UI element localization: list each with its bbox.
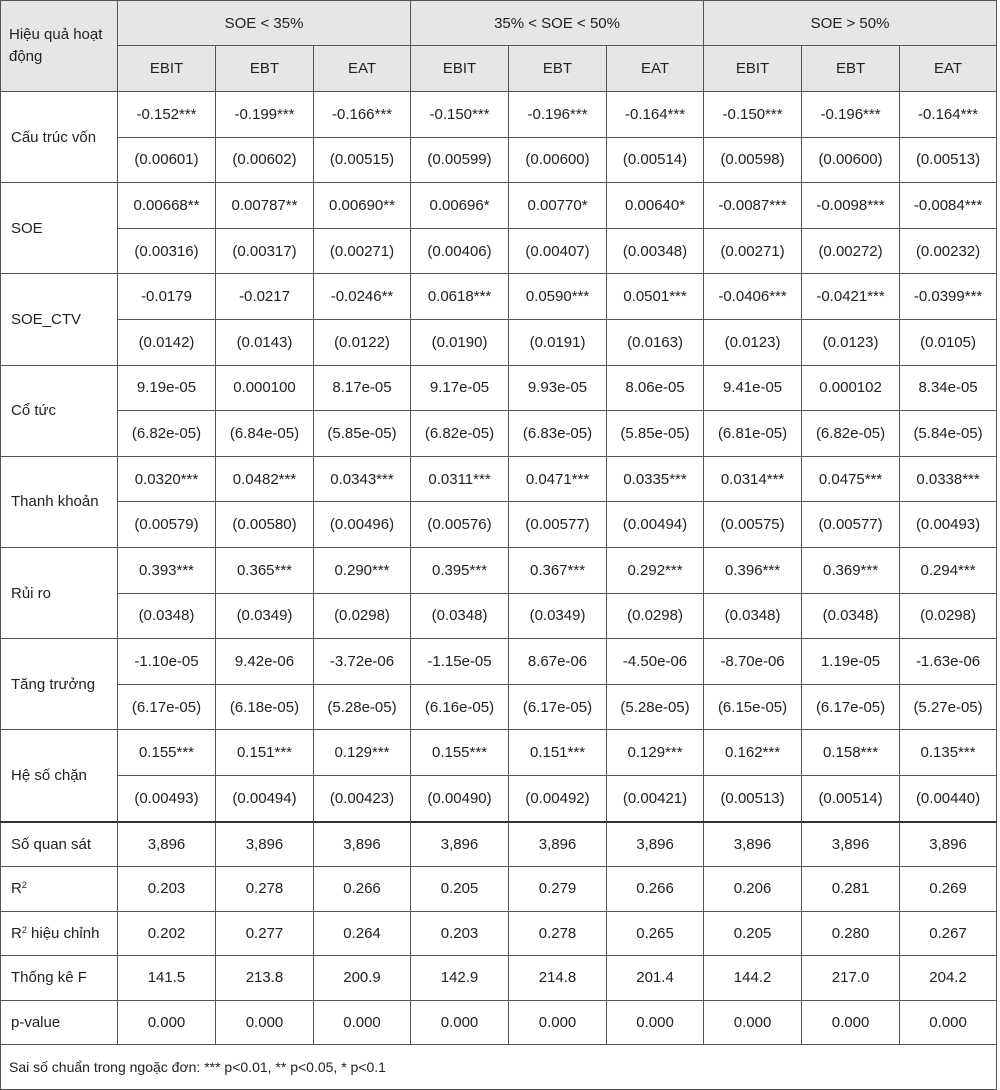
stat-label bbox=[1, 867, 118, 912]
coef-cell: 1.19e-05 bbox=[802, 639, 900, 685]
stat-cell: 0.000 bbox=[411, 1000, 509, 1045]
se-cell: (0.0298) bbox=[900, 593, 997, 639]
se-cell: (5.84e-05) bbox=[900, 411, 997, 457]
coef-cell: 0.000100 bbox=[216, 365, 314, 411]
se-row bbox=[1, 137, 997, 183]
coef-cell: -0.0179 bbox=[118, 274, 216, 320]
se-cell: (0.00577) bbox=[509, 502, 607, 548]
coef-cell: 0.151*** bbox=[509, 730, 607, 776]
coef-cell: 0.292*** bbox=[607, 547, 704, 593]
se-cell: (6.84e-05) bbox=[216, 411, 314, 457]
se-cell: (0.00602) bbox=[216, 137, 314, 183]
stat-cell: 0.000 bbox=[607, 1000, 704, 1045]
stat-label-text: R bbox=[11, 880, 22, 898]
se-cell: (0.0191) bbox=[509, 319, 607, 365]
se-cell: (6.17e-05) bbox=[802, 684, 900, 730]
se-cell: (0.00492) bbox=[509, 775, 607, 821]
stat-cell: 0.278 bbox=[216, 867, 314, 912]
stat-cell: 201.4 bbox=[607, 956, 704, 1001]
se-cell: (0.00271) bbox=[704, 228, 802, 274]
coef-cell: 0.396*** bbox=[704, 547, 802, 593]
se-cell: (0.00271) bbox=[314, 228, 411, 274]
stat-row bbox=[1, 956, 997, 1001]
stat-cell: 0.205 bbox=[411, 867, 509, 912]
stat-cell: 0.000 bbox=[314, 1000, 411, 1045]
coef-cell: 0.00770* bbox=[509, 183, 607, 229]
coef-cell: 0.135*** bbox=[900, 730, 997, 776]
coef-row bbox=[1, 92, 997, 138]
se-cell: (0.0105) bbox=[900, 319, 997, 365]
se-cell: (0.00579) bbox=[118, 502, 216, 548]
stat-cell: 3,896 bbox=[314, 822, 411, 867]
coef-cell: -1.10e-05 bbox=[118, 639, 216, 685]
coef-cell: -0.152*** bbox=[118, 92, 216, 138]
stat-cell: 144.2 bbox=[704, 956, 802, 1001]
se-cell: (0.00598) bbox=[704, 137, 802, 183]
se-cell: (0.0349) bbox=[509, 593, 607, 639]
coef-cell: 0.00640* bbox=[607, 183, 704, 229]
stat-cell: 0.265 bbox=[607, 911, 704, 956]
se-cell: (0.0349) bbox=[216, 593, 314, 639]
stat-cell: 0.278 bbox=[509, 911, 607, 956]
stat-cell: 0.000 bbox=[509, 1000, 607, 1045]
se-cell: (0.0122) bbox=[314, 319, 411, 365]
se-cell: (0.0143) bbox=[216, 319, 314, 365]
coef-cell: 9.17e-05 bbox=[411, 365, 509, 411]
se-cell: (0.00513) bbox=[704, 775, 802, 821]
coef-cell: 0.155*** bbox=[118, 730, 216, 776]
se-row bbox=[1, 775, 997, 821]
coef-row bbox=[1, 456, 997, 502]
se-cell: (0.00580) bbox=[216, 502, 314, 548]
coef-cell: -3.72e-06 bbox=[314, 639, 411, 685]
se-cell: (0.0348) bbox=[411, 593, 509, 639]
coef-cell: 8.67e-06 bbox=[509, 639, 607, 685]
header-subcol: EAT bbox=[900, 46, 997, 92]
coef-cell: 0.00690** bbox=[314, 183, 411, 229]
coef-cell: 0.0343*** bbox=[314, 456, 411, 502]
stat-cell: 3,896 bbox=[509, 822, 607, 867]
coef-row bbox=[1, 365, 997, 411]
variable-label: Thanh khoản bbox=[1, 456, 118, 547]
coef-cell: -0.0217 bbox=[216, 274, 314, 320]
se-cell: (0.00423) bbox=[314, 775, 411, 821]
coef-cell: 0.158*** bbox=[802, 730, 900, 776]
coef-cell: 9.19e-05 bbox=[118, 365, 216, 411]
variable-label: Hệ số chặn bbox=[1, 730, 118, 822]
coef-cell: 0.369*** bbox=[802, 547, 900, 593]
coef-row bbox=[1, 274, 997, 320]
coef-cell: 0.00696* bbox=[411, 183, 509, 229]
stat-cell: 0.266 bbox=[607, 867, 704, 912]
se-cell: (0.00601) bbox=[118, 137, 216, 183]
coef-cell: 0.0338*** bbox=[900, 456, 997, 502]
coef-cell: -0.0098*** bbox=[802, 183, 900, 229]
stat-row bbox=[1, 911, 997, 956]
coef-cell: 9.42e-06 bbox=[216, 639, 314, 685]
header-row-label: Hiệu quả hoạt động bbox=[1, 1, 118, 92]
header-subcol: EBT bbox=[216, 46, 314, 92]
coef-cell: 0.0314*** bbox=[704, 456, 802, 502]
se-cell: (5.28e-05) bbox=[607, 684, 704, 730]
se-cell: (6.16e-05) bbox=[411, 684, 509, 730]
stat-cell: 0.280 bbox=[802, 911, 900, 956]
header-subcol: EAT bbox=[314, 46, 411, 92]
coef-cell: 0.294*** bbox=[900, 547, 997, 593]
coef-cell: -1.15e-05 bbox=[411, 639, 509, 685]
se-cell: (6.17e-05) bbox=[118, 684, 216, 730]
se-cell: (0.00490) bbox=[411, 775, 509, 821]
coef-cell: 0.365*** bbox=[216, 547, 314, 593]
footnote-row bbox=[1, 1045, 997, 1090]
stat-label-text: R bbox=[11, 924, 22, 942]
coef-cell: 0.000102 bbox=[802, 365, 900, 411]
coef-cell: -0.196*** bbox=[802, 92, 900, 138]
se-cell: (6.82e-05) bbox=[411, 411, 509, 457]
stat-label-text: Thống kê F bbox=[11, 969, 87, 987]
se-row bbox=[1, 684, 997, 730]
se-cell: (0.00576) bbox=[411, 502, 509, 548]
header-subcol: EAT bbox=[607, 46, 704, 92]
stat-label-suffix: hiệu chỉnh bbox=[26, 924, 100, 942]
se-cell: (0.00600) bbox=[509, 137, 607, 183]
stat-label bbox=[1, 911, 118, 956]
stat-cell: 3,896 bbox=[802, 822, 900, 867]
se-cell: (0.0163) bbox=[607, 319, 704, 365]
stat-cell: 0.000 bbox=[216, 1000, 314, 1045]
stat-label bbox=[1, 822, 118, 867]
se-cell: (5.85e-05) bbox=[314, 411, 411, 457]
se-cell: (0.00515) bbox=[314, 137, 411, 183]
coef-cell: -0.0399*** bbox=[900, 274, 997, 320]
header-subcol: EBIT bbox=[411, 46, 509, 92]
coef-cell: 0.00668** bbox=[118, 183, 216, 229]
stat-cell: 217.0 bbox=[802, 956, 900, 1001]
se-cell: (6.82e-05) bbox=[118, 411, 216, 457]
header-subcol: EBIT bbox=[704, 46, 802, 92]
coef-cell: -0.0246** bbox=[314, 274, 411, 320]
coef-cell: 0.0335*** bbox=[607, 456, 704, 502]
se-cell: (0.00421) bbox=[607, 775, 704, 821]
se-cell: (0.00406) bbox=[411, 228, 509, 274]
coef-row bbox=[1, 183, 997, 229]
coef-cell: -0.150*** bbox=[704, 92, 802, 138]
header-subcol: EBT bbox=[509, 46, 607, 92]
coef-cell: 0.0482*** bbox=[216, 456, 314, 502]
se-cell: (0.00493) bbox=[118, 775, 216, 821]
se-cell: (0.0298) bbox=[314, 593, 411, 639]
se-cell: (0.0298) bbox=[607, 593, 704, 639]
stat-cell: 0.000 bbox=[802, 1000, 900, 1045]
stat-row bbox=[1, 867, 997, 912]
coef-cell: -8.70e-06 bbox=[704, 639, 802, 685]
se-cell: (0.00514) bbox=[802, 775, 900, 821]
coef-cell: 0.0590*** bbox=[509, 274, 607, 320]
coef-cell: -0.196*** bbox=[509, 92, 607, 138]
stat-cell: 213.8 bbox=[216, 956, 314, 1001]
stat-row bbox=[1, 1000, 997, 1045]
stat-cell: 0.264 bbox=[314, 911, 411, 956]
se-cell: (5.85e-05) bbox=[607, 411, 704, 457]
coef-cell: 0.367*** bbox=[509, 547, 607, 593]
stat-cell: 3,896 bbox=[411, 822, 509, 867]
coef-cell: -0.150*** bbox=[411, 92, 509, 138]
se-cell: (0.00316) bbox=[118, 228, 216, 274]
stat-label bbox=[1, 956, 118, 1001]
se-cell: (0.0348) bbox=[704, 593, 802, 639]
coef-cell: 0.129*** bbox=[314, 730, 411, 776]
se-cell: (0.00407) bbox=[509, 228, 607, 274]
stat-label-superscript: 2 bbox=[21, 924, 27, 935]
se-cell: (0.0123) bbox=[704, 319, 802, 365]
se-cell: (5.28e-05) bbox=[314, 684, 411, 730]
coef-cell: -1.63e-06 bbox=[900, 639, 997, 685]
se-cell: (0.00317) bbox=[216, 228, 314, 274]
coef-cell: 0.0471*** bbox=[509, 456, 607, 502]
coef-cell: 0.162*** bbox=[704, 730, 802, 776]
stat-cell: 0.267 bbox=[900, 911, 997, 956]
se-row bbox=[1, 411, 997, 457]
se-cell: (0.00440) bbox=[900, 775, 997, 821]
footnote: Sai số chuẩn trong ngoặc đơn: *** p<0.01, ** p<0.05, * p<0.1 bbox=[1, 1045, 997, 1090]
stat-cell: 0.000 bbox=[704, 1000, 802, 1045]
coef-cell: 0.393*** bbox=[118, 547, 216, 593]
coef-cell: 8.34e-05 bbox=[900, 365, 997, 411]
se-cell: (0.00600) bbox=[802, 137, 900, 183]
coef-row bbox=[1, 730, 997, 776]
se-cell: (0.00599) bbox=[411, 137, 509, 183]
stat-cell: 0.000 bbox=[118, 1000, 216, 1045]
coef-row bbox=[1, 639, 997, 685]
coef-cell: -0.199*** bbox=[216, 92, 314, 138]
stat-cell: 0.205 bbox=[704, 911, 802, 956]
header-group: 35% < SOE < 50% bbox=[411, 1, 704, 46]
stat-cell: 0.279 bbox=[509, 867, 607, 912]
stat-cell: 0.203 bbox=[118, 867, 216, 912]
coef-cell: -0.0084*** bbox=[900, 183, 997, 229]
header-subcol: EBIT bbox=[118, 46, 216, 92]
variable-label: SOE_CTV bbox=[1, 274, 118, 365]
stat-label bbox=[1, 1000, 118, 1045]
variable-label: Rủi ro bbox=[1, 547, 118, 638]
stat-cell: 3,896 bbox=[118, 822, 216, 867]
coef-cell: 0.155*** bbox=[411, 730, 509, 776]
stat-cell: 3,896 bbox=[607, 822, 704, 867]
se-cell: (0.00272) bbox=[802, 228, 900, 274]
coef-cell: 8.06e-05 bbox=[607, 365, 704, 411]
coef-row bbox=[1, 547, 997, 593]
se-cell: (0.00232) bbox=[900, 228, 997, 274]
coef-cell: -0.166*** bbox=[314, 92, 411, 138]
coef-cell: -0.164*** bbox=[607, 92, 704, 138]
coef-cell: 0.290*** bbox=[314, 547, 411, 593]
stat-cell: 0.206 bbox=[704, 867, 802, 912]
coef-cell: 0.00787** bbox=[216, 183, 314, 229]
stat-cell: 0.000 bbox=[900, 1000, 997, 1045]
stat-cell: 0.202 bbox=[118, 911, 216, 956]
coef-cell: 0.395*** bbox=[411, 547, 509, 593]
se-cell: (0.0190) bbox=[411, 319, 509, 365]
coef-cell: 0.151*** bbox=[216, 730, 314, 776]
se-cell: (0.00494) bbox=[216, 775, 314, 821]
coef-cell: 0.0618*** bbox=[411, 274, 509, 320]
coef-cell: 0.0475*** bbox=[802, 456, 900, 502]
coef-cell: 9.41e-05 bbox=[704, 365, 802, 411]
se-cell: (6.15e-05) bbox=[704, 684, 802, 730]
stat-cell: 204.2 bbox=[900, 956, 997, 1001]
variable-label: Cổ tức bbox=[1, 365, 118, 456]
se-cell: (0.00513) bbox=[900, 137, 997, 183]
stat-label-text: p-value bbox=[11, 1013, 61, 1031]
stat-cell: 0.203 bbox=[411, 911, 509, 956]
se-cell: (0.0348) bbox=[118, 593, 216, 639]
se-cell: (0.00496) bbox=[314, 502, 411, 548]
se-cell: (6.18e-05) bbox=[216, 684, 314, 730]
se-cell: (6.82e-05) bbox=[802, 411, 900, 457]
stat-cell: 200.9 bbox=[314, 956, 411, 1001]
variable-label: Cấu trúc vốn bbox=[1, 92, 118, 183]
coef-cell: 9.93e-05 bbox=[509, 365, 607, 411]
se-cell: (6.17e-05) bbox=[509, 684, 607, 730]
stat-row bbox=[1, 822, 997, 867]
se-cell: (0.0142) bbox=[118, 319, 216, 365]
se-cell: (6.81e-05) bbox=[704, 411, 802, 457]
stat-cell: 214.8 bbox=[509, 956, 607, 1001]
coef-cell: -0.0421*** bbox=[802, 274, 900, 320]
se-row bbox=[1, 593, 997, 639]
coef-cell: 0.129*** bbox=[607, 730, 704, 776]
se-cell: (0.00493) bbox=[900, 502, 997, 548]
stat-cell: 141.5 bbox=[118, 956, 216, 1001]
coef-cell: -0.0087*** bbox=[704, 183, 802, 229]
se-row bbox=[1, 228, 997, 274]
se-cell: (6.83e-05) bbox=[509, 411, 607, 457]
se-row bbox=[1, 319, 997, 365]
coef-cell: 0.0311*** bbox=[411, 456, 509, 502]
stat-cell: 3,896 bbox=[216, 822, 314, 867]
se-cell: (0.00575) bbox=[704, 502, 802, 548]
variable-label: Tăng trưởng bbox=[1, 639, 118, 730]
stat-cell: 0.266 bbox=[314, 867, 411, 912]
coef-cell: 0.0501*** bbox=[607, 274, 704, 320]
stat-cell: 0.281 bbox=[802, 867, 900, 912]
coef-cell: 0.0320*** bbox=[118, 456, 216, 502]
se-cell: (0.00514) bbox=[607, 137, 704, 183]
se-row bbox=[1, 502, 997, 548]
header-subcol: EBT bbox=[802, 46, 900, 92]
stat-cell: 0.269 bbox=[900, 867, 997, 912]
header-group: SOE < 35% bbox=[118, 1, 411, 46]
coef-cell: -0.164*** bbox=[900, 92, 997, 138]
se-cell: (0.00577) bbox=[802, 502, 900, 548]
coef-cell: -0.0406*** bbox=[704, 274, 802, 320]
stat-label-text: Số quan sát bbox=[11, 835, 92, 853]
stat-label-superscript: 2 bbox=[21, 880, 27, 891]
coef-cell: 8.17e-05 bbox=[314, 365, 411, 411]
stat-cell: 3,896 bbox=[900, 822, 997, 867]
se-cell: (0.0123) bbox=[802, 319, 900, 365]
se-cell: (0.0348) bbox=[802, 593, 900, 639]
se-cell: (5.27e-05) bbox=[900, 684, 997, 730]
header-group-row bbox=[1, 1, 997, 46]
stat-cell: 3,896 bbox=[704, 822, 802, 867]
variable-label: SOE bbox=[1, 183, 118, 274]
coef-cell: -4.50e-06 bbox=[607, 639, 704, 685]
se-cell: (0.00494) bbox=[607, 502, 704, 548]
header-subcol-row bbox=[1, 46, 997, 92]
stat-cell: 0.277 bbox=[216, 911, 314, 956]
stat-cell: 142.9 bbox=[411, 956, 509, 1001]
se-cell: (0.00348) bbox=[607, 228, 704, 274]
header-group: SOE > 50% bbox=[704, 1, 997, 46]
